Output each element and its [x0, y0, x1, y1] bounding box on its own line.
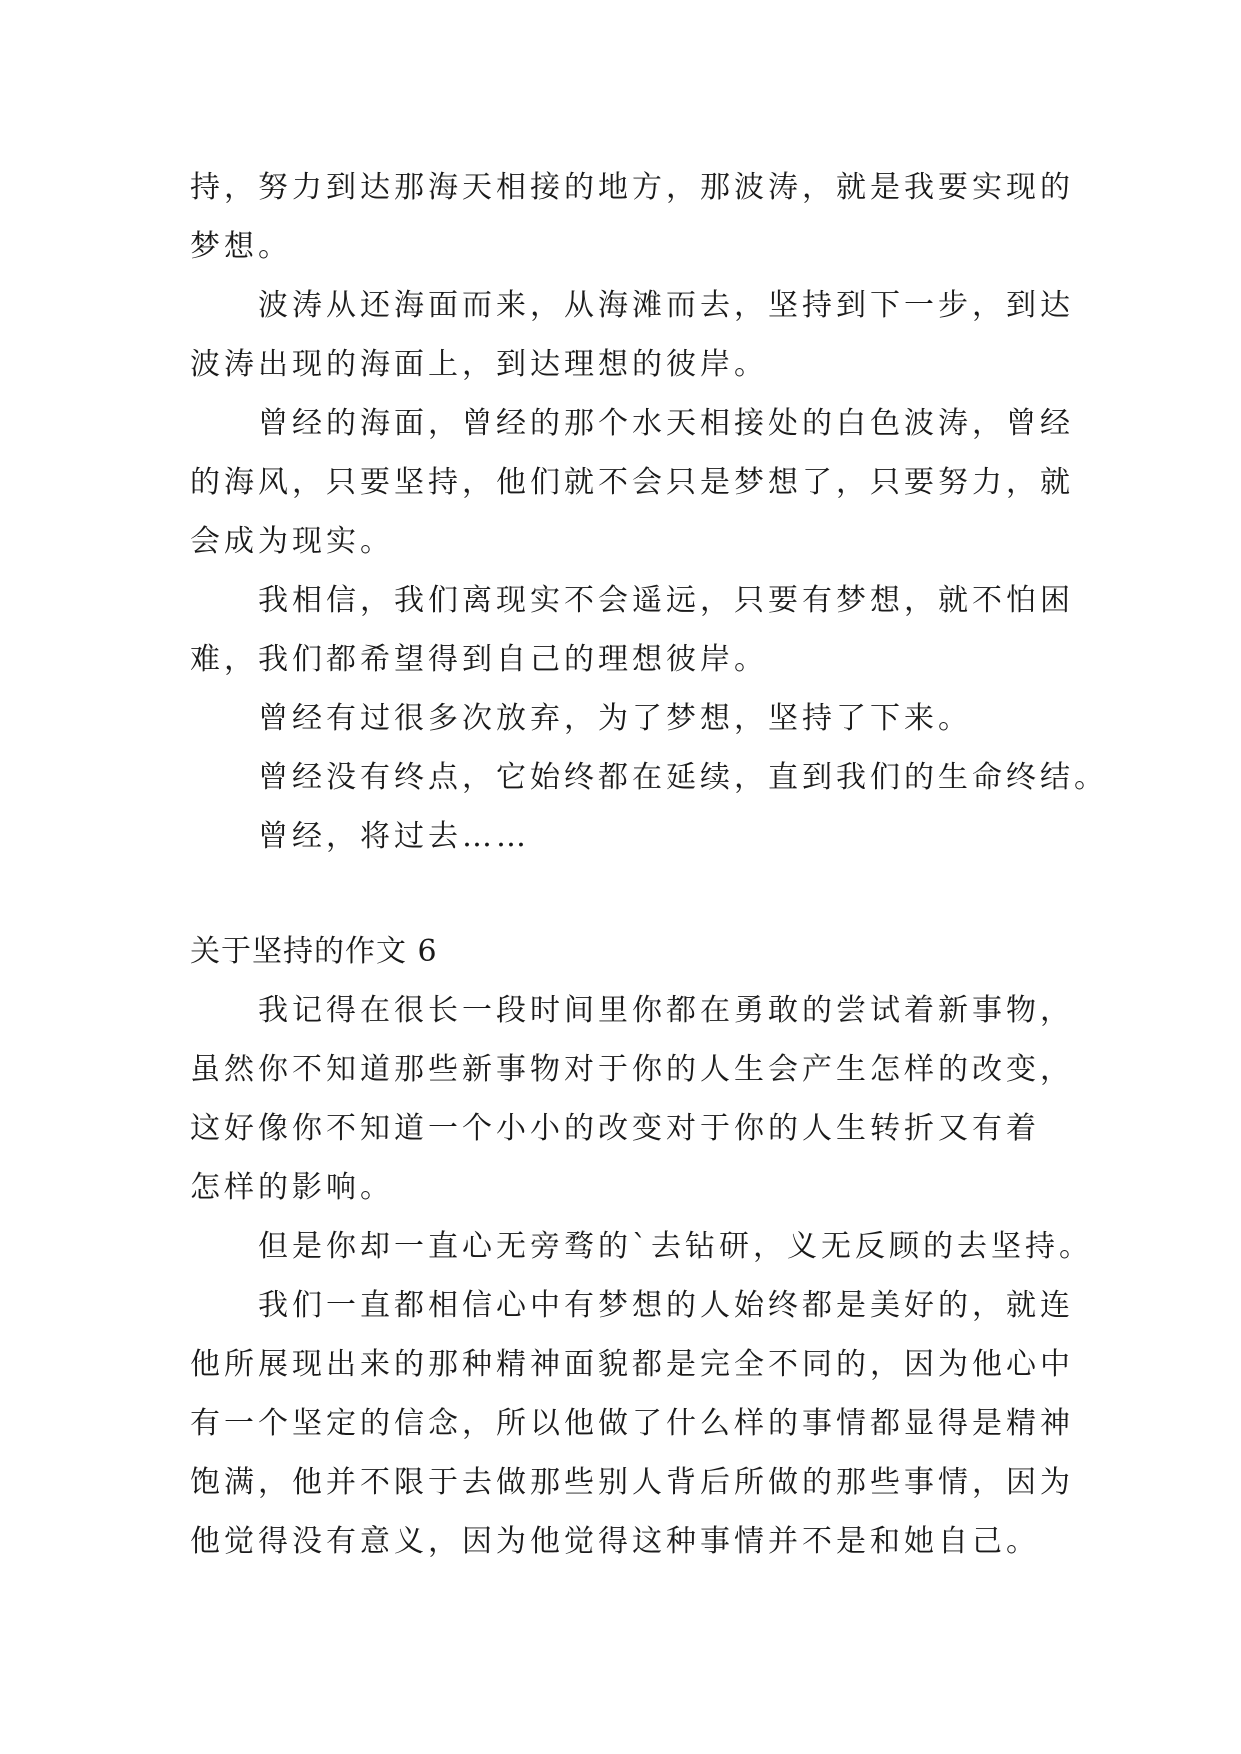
text-line: 波涛出现的海面上，到达理想的彼岸。 — [190, 347, 768, 382]
text-line: 难，我们都希望得到自己的理想彼岸。 — [190, 642, 768, 677]
text-line: 持，努力到达那海天相接的地方，那波涛，就是我要实现的 — [190, 170, 1074, 205]
document-body — [190, 158, 1108, 1571]
text-line: 有一个坚定的信念，所以他做了什么样的事情都显得是精神 — [190, 1406, 1074, 1441]
paragraph-start: 我记得在很长一段时间里你都在勇敢的尝试着新事物， — [258, 993, 1074, 1028]
section-spacer — [190, 866, 1060, 922]
paragraph-start: 曾经有过很多次放弃，为了梦想，坚持了下来。 — [258, 701, 972, 736]
text-line: 的海风，只要坚持，他们就不会只是梦想了，只要努力，就 — [190, 465, 1074, 500]
text-line: 会成为现实。 — [190, 524, 394, 559]
text-line: 梦想。 — [190, 229, 292, 264]
paragraph-start: 我们一直都相信心中有梦想的人始终都是美好的，就连 — [258, 1288, 1074, 1323]
paragraph-start: 我相信，我们离现实不会遥远，只要有梦想，就不怕困 — [258, 583, 1074, 618]
paragraph-start: 曾经没有终点，它始终都在延续，直到我们的生命终结。 — [258, 760, 1108, 795]
paragraph-start: 但是你却一直心无旁骛的`去钻研，义无反顾的去坚持。 — [258, 1229, 1093, 1264]
paragraph-start: 曾经的海面，曾经的那个水天相接处的白色波涛，曾经 — [258, 406, 1074, 441]
paragraph-start: 曾经，将过去…… — [258, 819, 530, 854]
text-line: 这好像你不知道一个小小的改变对于你的人生转折又有着 — [190, 1111, 1040, 1146]
text-line: 他觉得没有意义，因为他觉得这种事情并不是和她自己。 — [190, 1524, 1040, 1559]
text-line: 饱满，他并不限于去做那些别人背后所做的那些事情，因为 — [190, 1465, 1074, 1500]
section-heading: 关于坚持的作文 6 — [190, 934, 438, 969]
text-line: 虽然你不知道那些新事物对于你的人生会产生怎样的改变， — [190, 1052, 1074, 1087]
text-line: 他所展现出来的那种精神面貌都是完全不同的，因为他心中 — [190, 1347, 1074, 1382]
paragraph-start: 波涛从还海面而来，从海滩而去，坚持到下一步，到达 — [258, 288, 1074, 323]
text-line: 怎样的影响。 — [190, 1170, 394, 1205]
